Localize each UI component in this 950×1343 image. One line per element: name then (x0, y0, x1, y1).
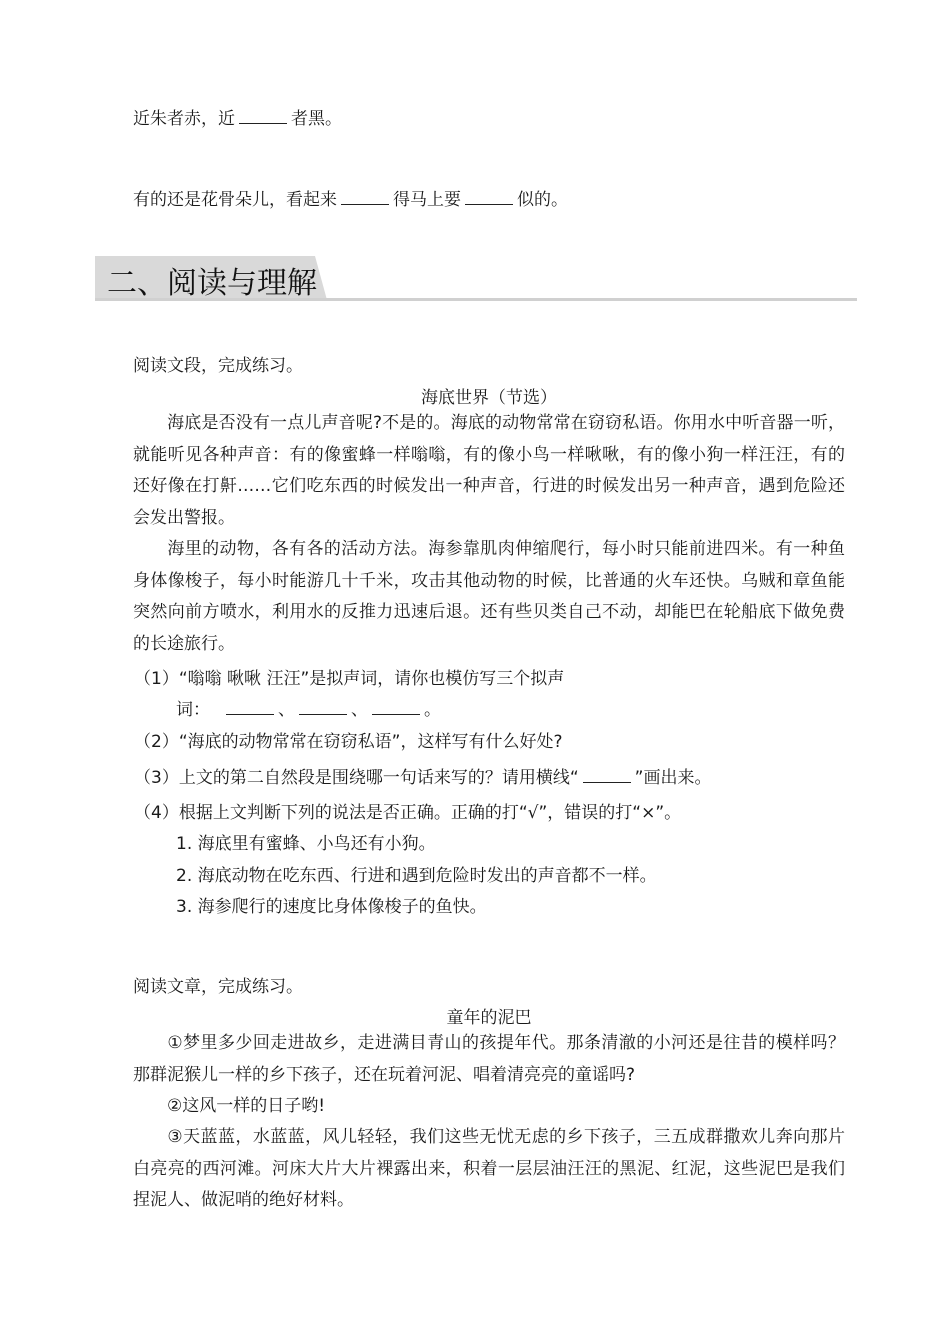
question-1-text: “嗡嗡 啾啾 汪汪”是拟声词，请你也模仿写三个拟声 (178, 669, 565, 689)
reading1-paragraph-1-text: 海底是否没有一点儿声音呢?不是的。海底的动物常常在窃窃私语。你用水中听音器一听，就能听见各种声音：有的像蜜蜂一样嗡嗡，有的像小鸟一样啾啾，有的像小狗一样汪汪，有的还好像在打鼾……它们吃东西的时候发出一种声音，行进的时候发出另一种声音，遇到危险还会发出警报。 (133, 413, 845, 528)
question-3-text-end: ”画出来。 (634, 768, 712, 788)
question-2 (134, 727, 562, 752)
judgement-item: 1. 海底里有蜜蜂、小鸟还有小狗。 (176, 834, 436, 854)
answer-blank[interactable] (226, 700, 274, 715)
end-mark: 。 (424, 700, 441, 720)
question-1 (134, 664, 564, 689)
reading2-paragraph-3 (133, 1122, 845, 1217)
reading2-paragraph-1 (133, 1028, 845, 1091)
reading2-paragraph-2 (133, 1091, 845, 1123)
line2-middle: 得马上要 (393, 190, 461, 210)
answer-blank[interactable] (583, 768, 631, 783)
reading1-title: 海底世界（节选） (421, 388, 557, 408)
answer-blank[interactable] (465, 190, 513, 205)
question-3 (134, 763, 711, 788)
section-title: 二、阅读与理解 (107, 266, 317, 301)
line1-before: 近朱者赤，近 (133, 109, 235, 129)
question-number: （1） (134, 669, 179, 689)
question-number: （2） (134, 732, 179, 752)
question-number: （3） (134, 768, 179, 788)
answer-blank[interactable] (341, 190, 389, 205)
line2-after: 似的。 (517, 190, 568, 210)
reading1-paragraph-1 (133, 408, 845, 534)
reading1-instruction: 阅读文段，完成练习。 (133, 356, 303, 376)
reading2-paragraph-3-text: ③天蓝蓝，水蓝蓝，风儿轻轻，我们这些无忧无虑的乡下孩子，三五成群撒欢儿奔向那片白亮亮的西河滩。河床大片大片裸露出来，积着一层层油汪汪的黑泥、红泥，这些泥巴是我们捏泥人、做泥哨的绝好材料。 (133, 1127, 845, 1210)
judgement-item: 3. 海参爬行的速度比身体像梭子的鱼快。 (176, 897, 487, 917)
reading1-paragraph-2-text: 海里的动物，各有各的活动方法。海参靠肌肉伸缩爬行，每小时只能前进四米。有一种鱼身体像梭子，每小时能游几十千米，攻击其他动物的时候，比普通的火车还快。乌贼和章鱼能突然向前方喷水，利用水的反推力迅速后退。还有些贝类自己不动，却能巴在轮船底下做免费的长途旅行。 (133, 539, 845, 654)
reading2-paragraph-2-text: ②这风一样的日子哟! (167, 1096, 326, 1116)
line1-after: 者黑。 (291, 109, 342, 129)
question-4 (134, 798, 681, 823)
reading1-paragraph-2 (133, 534, 845, 660)
line2-before: 有的还是花骨朵儿，看起来 (133, 190, 337, 210)
question-4-text: 根据上文判断下列的说法是否正确。正确的打“√”，错误的打“×”。 (178, 803, 682, 823)
judgement-item: 2. 海底动物在吃东西、行进和遇到危险时发出的声音都不一样。 (176, 866, 657, 886)
question-1-line2: 词： (176, 700, 210, 720)
section-header (95, 256, 857, 302)
separator: 、 (351, 700, 368, 720)
fill-in-line-2 (133, 185, 568, 210)
reading2-instruction: 阅读文章，完成练习。 (133, 977, 303, 997)
question-1-answers (176, 695, 441, 720)
question-2-text: “海底的动物常常在窃窃私语”，这样写有什么好处? (178, 732, 563, 752)
reading2-paragraph-1-text: ①梦里多少回走进故乡，走进满目青山的孩提年代。那条清澈的小河还是往昔的模样吗？那群泥猴儿一样的乡下孩子，还在玩着河泥、唱着清亮亮的童谣吗? (133, 1033, 845, 1085)
question-number: （4） (134, 803, 179, 823)
reading2-title: 童年的泥巴 (446, 1008, 532, 1028)
separator: 、 (278, 700, 295, 720)
fill-in-line-1 (133, 104, 342, 129)
answer-blank[interactable] (239, 109, 287, 124)
question-3-text: 上文的第二自然段是围绕哪一句话来写的？请用横线“ (178, 768, 579, 788)
answer-blank[interactable] (372, 700, 420, 715)
answer-blank[interactable] (299, 700, 347, 715)
